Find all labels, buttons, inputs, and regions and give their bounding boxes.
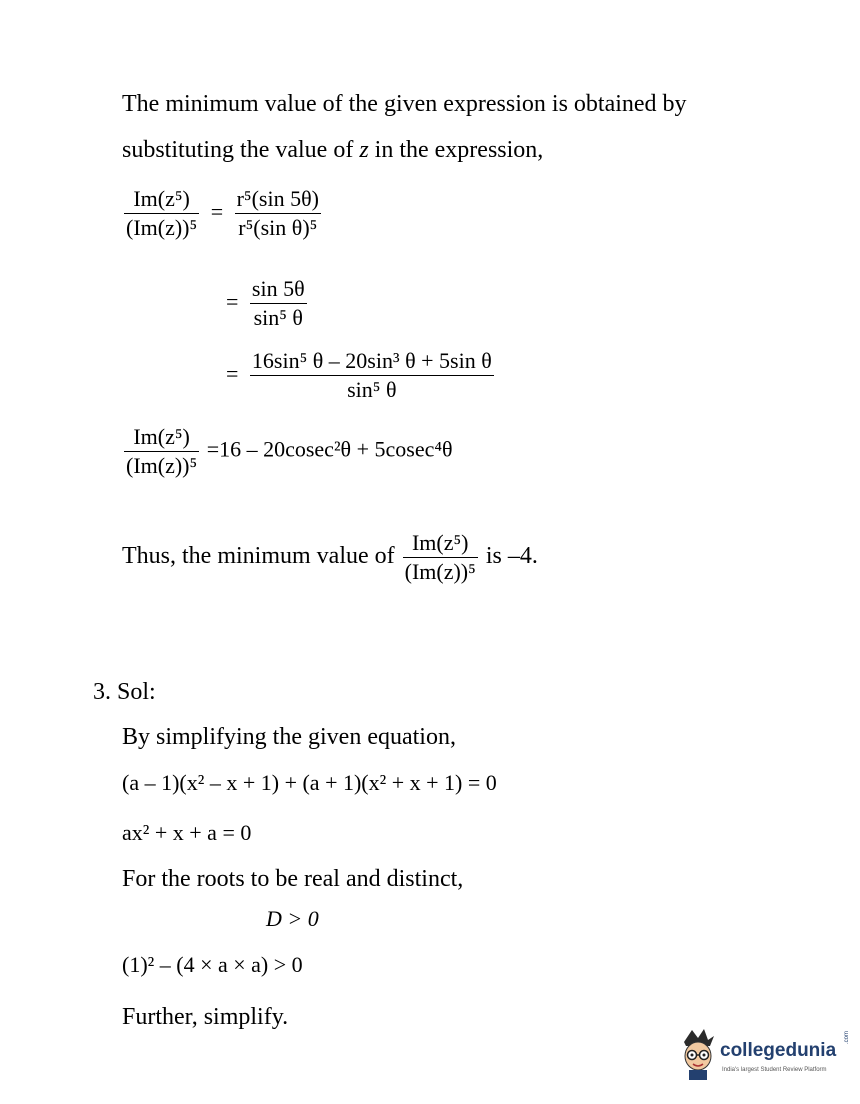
- logo-name: collegedunia: [720, 1040, 837, 1061]
- solution-heading: 3. Sol:: [93, 679, 156, 705]
- solution-simplified: ax² + x + a = 0: [122, 820, 252, 845]
- fraction-lhs: $\frac{\text{Im(z⁵)}}{\text{(Im(z))⁵}}$: [126, 186, 198, 241]
- equation-step-1: $\frac{\text{Im(z⁵)}}{\text{(Im(z))⁵}}$ = $\frac{\text{r⁵(sin 5θ)}}{\text{r⁵(sin θ)⁵}}$: [126, 186, 319, 241]
- fraction-expanded: $\frac{\text{16sin⁵ θ – 20sin³ θ + 5sin θ}}{\text{sin⁵ θ}}$: [251, 348, 492, 403]
- intro-line-1: The minimum value of the given expression is obtained by: [122, 91, 687, 117]
- conclusion-after: is –4.: [485, 543, 538, 570]
- logo-tagline: India's largest Student Review Platform: [722, 1067, 827, 1073]
- fraction-conclusion: $\frac{\text{Im(z⁵)}}{\text{(Im(z))⁵}}$: [404, 530, 476, 585]
- solution-step-1: By simplifying the given equation,: [122, 724, 456, 750]
- intro-text-after: in the expression,: [374, 137, 544, 163]
- solution-discriminant: D > 0: [266, 906, 319, 931]
- intro-line-2: [122, 138, 543, 162]
- conclusion-before: Thus, the minimum value of: [122, 543, 395, 570]
- logo-mascot-icon: [678, 1028, 718, 1084]
- solution-inequality: (1)² – (4 × a × a) > 0: [122, 952, 303, 977]
- equation-step-3: = $\frac{\text{16sin⁵ θ – 20sin³ θ + 5sin θ}}{\text{sin⁵ θ}}$: [226, 348, 492, 403]
- fraction-lhs-2: $\frac{\text{Im(z⁵)}}{\text{(Im(z))⁵}}$: [126, 424, 198, 479]
- result-rhs: =16 – 20cosec²θ + 5cosec⁴θ: [206, 436, 453, 462]
- solution-equation: (a – 1)(x² – x + 1) + (a + 1)(x² + x + 1) = 0: [122, 770, 497, 795]
- logo-suffix: .com: [844, 1030, 850, 1044]
- equation-result: [122, 426, 453, 477]
- collegedunia-logo: [678, 1026, 850, 1088]
- fraction-sin: $\frac{\sin 5\theta}{\text{sin⁵ θ}}$: [251, 276, 305, 331]
- variable-z: z: [359, 137, 369, 163]
- fraction-r5: $\frac{\text{r⁵(sin 5θ)}}{\text{r⁵(sin θ)⁵}}$: [236, 186, 319, 241]
- solution-condition-text: For the roots to be real and distinct,: [122, 866, 464, 892]
- solution-further: Further, simplify.: [122, 1004, 289, 1030]
- intro-text-before: substituting the value of: [122, 137, 354, 163]
- equation-step-2: = $\frac{\sin 5\theta}{\text{sin⁵ θ}}$: [226, 276, 305, 331]
- conclusion-line: [122, 532, 538, 583]
